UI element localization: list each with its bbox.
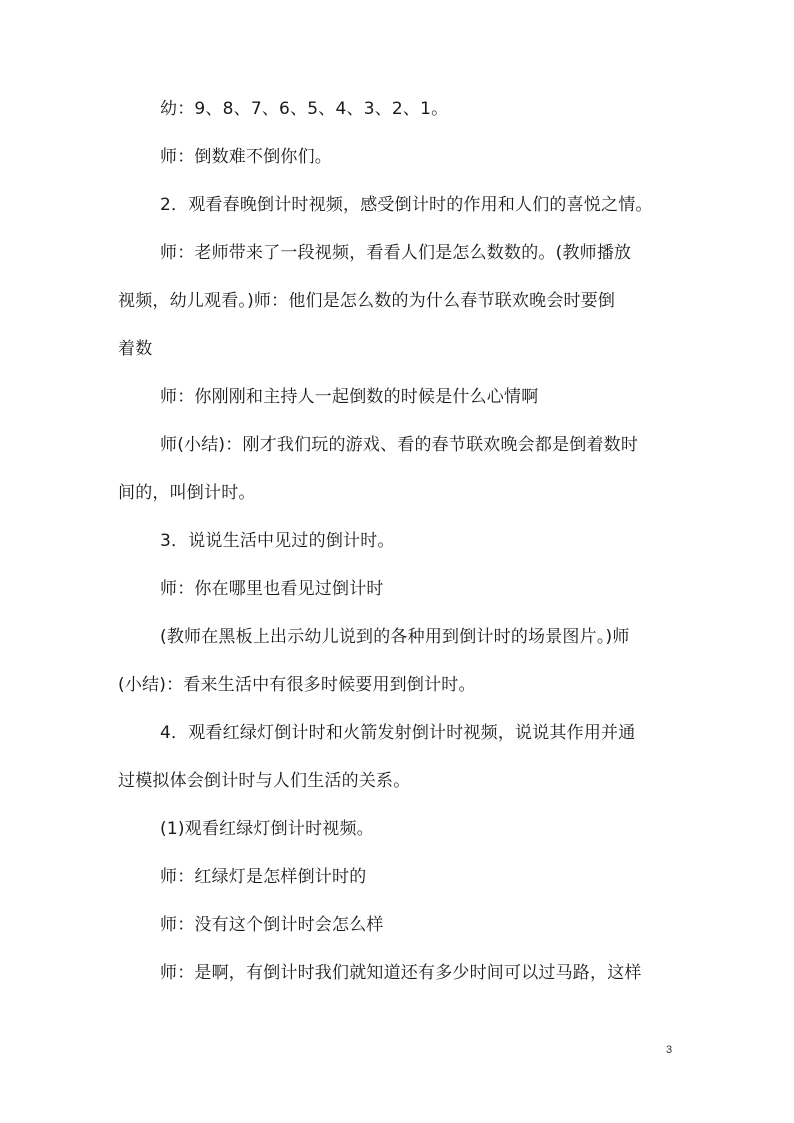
text-line-3: 2．观看春晚倒计时视频，感受倒计时的作用和人们的喜悦之情。 (160, 195, 653, 215)
text-line-1: 幼：9、8、7、6、5、4、3、2、1。 (160, 99, 449, 119)
text-line-18: 师：没有这个倒计时会怎么样 (160, 915, 384, 935)
text-line-17: 师：红绿灯是怎样倒计时的 (160, 867, 367, 887)
text-line-13: (小结)：看来生活中有很多时候要用到倒计时。 (118, 675, 476, 695)
text-line-16: (1)观看红绿灯倒计时视频。 (160, 819, 374, 839)
text-line-2: 师：倒数难不倒你们。 (160, 147, 332, 167)
text-line-5: 视频，幼儿观看。)师：他们是怎么数的为什么春节联欢晚会时要倒 (118, 291, 616, 311)
text-line-10: 3．说说生活中见过的倒计时。 (160, 531, 395, 551)
text-line-4: 师：老师带来了一段视频，看看人们是怎么数数的。(教师播放 (160, 243, 632, 263)
text-line-8: 师(小结)：刚才我们玩的游戏、看的春节联欢晚会都是倒着数时 (160, 435, 639, 455)
text-line-11: 师：你在哪里也看见过倒计时 (160, 579, 384, 599)
text-line-14: 4．观看红绿灯倒计时和火箭发射倒计时视频，说说其作用并通 (160, 723, 636, 743)
text-line-12: (教师在黑板上出示幼儿说到的各种用到倒计时的场景图片。)师 (160, 627, 630, 647)
text-line-6: 着数 (118, 339, 153, 359)
text-line-15: 过模拟体会倒计时与人们生活的关系。 (118, 771, 411, 791)
text-line-7: 师：你刚刚和主持人一起倒数的时候是什么心情啊 (160, 387, 539, 407)
page-number: 3 (666, 1044, 673, 1056)
text-line-9: 间的，叫倒计时。 (118, 483, 256, 503)
text-line-19: 师：是啊，有倒计时我们就知道还有多少时间可以过马路，这样 (160, 963, 642, 983)
